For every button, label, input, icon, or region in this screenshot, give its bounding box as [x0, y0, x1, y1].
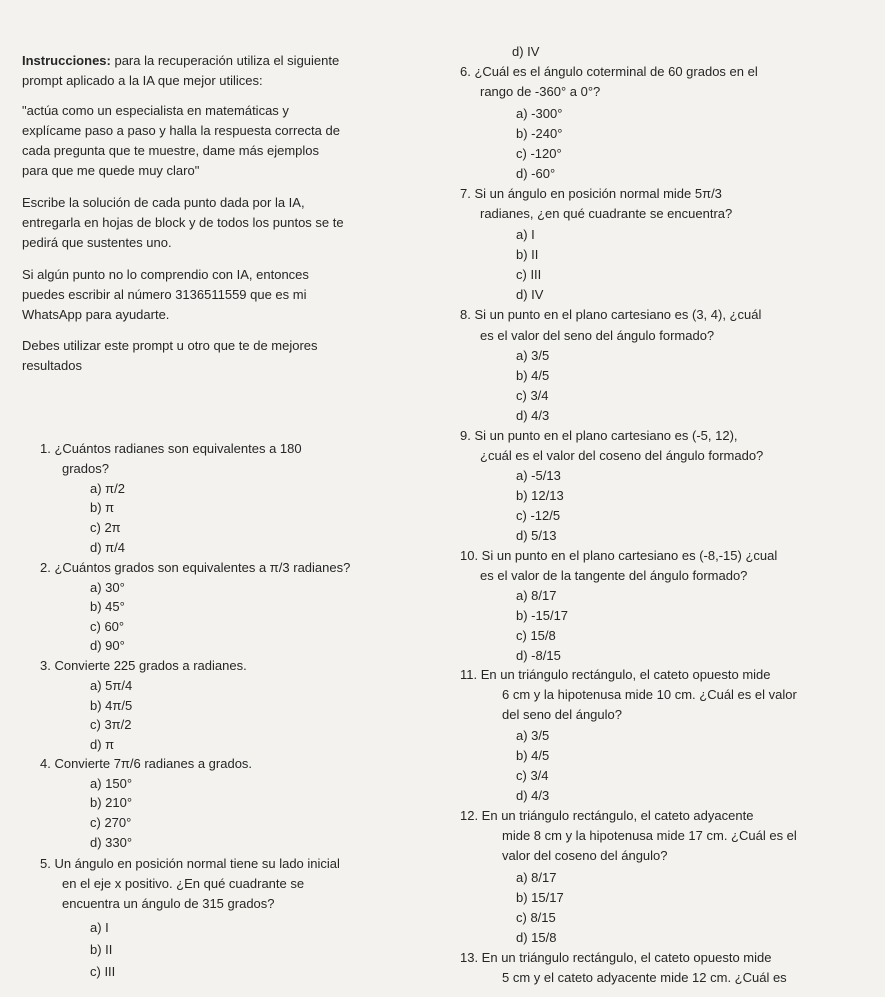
instructions-heading: Instrucciones:: [22, 53, 111, 68]
right-line-41: valor del coseno del ángulo?: [502, 848, 668, 863]
right-line-12: c) III: [516, 267, 542, 282]
left-line-16: grados?: [62, 461, 109, 476]
left-line-31: 4. Convierte 7π/6 radianes a grados.: [40, 756, 253, 771]
left-line-29: c) 3π/2: [90, 717, 132, 732]
left-line-33: b) 210°: [90, 795, 133, 810]
right-line-40: mide 8 cm y la hipotenusa mide 17 cm. ¿Cuál es el: [502, 828, 797, 843]
right-line-19: d) 4/3: [516, 408, 550, 423]
left-line-12: WhatsApp para ayudarte.: [22, 307, 170, 322]
left-line-18: b) π: [90, 500, 115, 515]
right-line-45: d) 15/8: [516, 930, 557, 945]
right-line-37: c) 3/4: [516, 768, 549, 783]
right-line-23: b) 12/13: [516, 488, 564, 503]
right-line-38: d) 4/3: [516, 788, 550, 803]
left-line-8: entregarla en hojas de block y de todos los puntos se te: [22, 215, 344, 230]
right-line-33: 6 cm y la hipotenusa mide 10 cm. ¿Cuál es el valor: [502, 687, 797, 702]
left-line-28: b) 4π/5: [90, 698, 133, 713]
right-line-47: 5 cm y el cateto adyacente mide 12 cm. ¿Cuál es: [502, 970, 787, 985]
right-line-2: 6. ¿Cuál es el ángulo coterminal de 60 grados en el: [460, 64, 758, 79]
right-line-10: a) I: [516, 227, 535, 242]
left-line-38: encuentra un ángulo de 315 grados?: [62, 896, 275, 911]
right-line-20: 9. Si un punto en el plano cartesiano es (-5, 12),: [460, 428, 738, 443]
right-line-7: d) -60°: [516, 166, 556, 181]
left-line-4: explícame paso a paso y halla la respuesta correcta de: [22, 123, 340, 138]
right-line-25: d) 5/13: [516, 528, 557, 543]
left-line-23: b) 45°: [90, 599, 125, 614]
right-line-22: a) -5/13: [516, 468, 561, 483]
left-line-13: Debes utilizar este prompt u otro que te de mejores: [22, 338, 318, 353]
right-line-27: es el valor de la tangente del ángulo formado?: [480, 568, 748, 583]
left-line-41: c) III: [90, 964, 116, 979]
right-line-17: b) 4/5: [516, 368, 550, 383]
left-line-34: c) 270°: [90, 815, 132, 830]
left-line-14: resultados: [22, 358, 82, 373]
left-line-7: Escribe la solución de cada punto dada por la IA,: [22, 195, 305, 210]
right-line-43: b) 15/17: [516, 890, 564, 905]
left-line-1: Instrucciones: para la recuperación utiliza el siguiente: [22, 53, 340, 68]
right-line-26: 10. Si un punto en el plano cartesiano es (-8,-15) ¿cual: [460, 548, 778, 563]
left-line-30: d) π: [90, 737, 115, 752]
left-line-2: prompt aplicado a la IA que mejor utilices:: [22, 73, 263, 88]
right-line-4: a) -300°: [516, 106, 563, 121]
left-line-20: d) π/4: [90, 540, 125, 555]
right-line-11: b) II: [516, 247, 539, 262]
left-line-3: "actúa como un especialista en matemáticas y: [22, 103, 289, 118]
right-line-35: a) 3/5: [516, 728, 550, 743]
right-line-8: 7. Si un ángulo en posición normal mide 5π/3: [460, 186, 722, 201]
left-line-9: pedirá que sustentes uno.: [22, 235, 172, 250]
right-line-5: b) -240°: [516, 126, 563, 141]
left-line-24: c) 60°: [90, 619, 125, 634]
right-line-29: b) -15/17: [516, 608, 569, 623]
left-line-32: a) 150°: [90, 776, 133, 791]
left-line-11: puedes escribir al número 3136511559 que es mi: [22, 287, 307, 302]
left-line-10: Si algún punto no lo comprendio con IA, entonces: [22, 267, 309, 282]
right-line-34: del seno del ángulo?: [502, 707, 622, 722]
right-line-16: a) 3/5: [516, 348, 550, 363]
right-line-13: d) IV: [516, 287, 544, 302]
right-line-36: b) 4/5: [516, 748, 550, 763]
right-line-9: radianes, ¿en qué cuadrante se encuentra?: [480, 206, 733, 221]
right-line-3: rango de -360° a 0°?: [480, 84, 601, 99]
right-line-24: c) -12/5: [516, 508, 561, 523]
right-line-32: 11. En un triángulo rectángulo, el cateto opuesto mide: [460, 667, 771, 682]
left-line-36: 5. Un ángulo en posición normal tiene su lado inicial: [40, 856, 340, 871]
left-line-25: d) 90°: [90, 638, 125, 653]
left-line-6: para que me quede muy claro": [22, 163, 200, 178]
right-line-1: d) IV: [512, 44, 540, 59]
right-line-31: d) -8/15: [516, 648, 561, 663]
left-line-17: a) π/2: [90, 481, 125, 496]
left-line-19: c) 2π: [90, 520, 121, 535]
left-line-15: 1. ¿Cuántos radianes son equivalentes a 180: [40, 441, 302, 456]
left-line-22: a) 30°: [90, 580, 125, 595]
right-line-44: c) 8/15: [516, 910, 556, 925]
right-line-6: c) -120°: [516, 146, 562, 161]
left-line-21: 2. ¿Cuántos grados son equivalentes a π/3 radianes?: [40, 560, 351, 575]
left-line-5: cada pregunta que te muestre, dame más ejemplos: [22, 143, 320, 158]
right-line-46: 13. En un triángulo rectángulo, el cateto opuesto mide: [460, 950, 772, 965]
left-line-40: b) II: [90, 942, 113, 957]
right-line-30: c) 15/8: [516, 628, 556, 643]
right-line-21: ¿cuál es el valor del coseno del ángulo formado?: [480, 448, 764, 463]
right-line-14: 8. Si un punto en el plano cartesiano es (3, 4), ¿cuál: [460, 307, 762, 322]
right-line-18: c) 3/4: [516, 388, 549, 403]
left-line-35: d) 330°: [90, 835, 133, 850]
right-line-15: es el valor del seno del ángulo formado?: [480, 328, 715, 343]
left-line-39: a) I: [90, 920, 109, 935]
right-line-39: 12. En un triángulo rectángulo, el cateto adyacente: [460, 808, 754, 823]
right-line-42: a) 8/17: [516, 870, 557, 885]
left-line-27: a) 5π/4: [90, 678, 133, 693]
right-line-28: a) 8/17: [516, 588, 557, 603]
left-line-37: en el eje x positivo. ¿En qué cuadrante se: [62, 876, 305, 891]
left-line-26: 3. Convierte 225 grados a radianes.: [40, 658, 247, 673]
